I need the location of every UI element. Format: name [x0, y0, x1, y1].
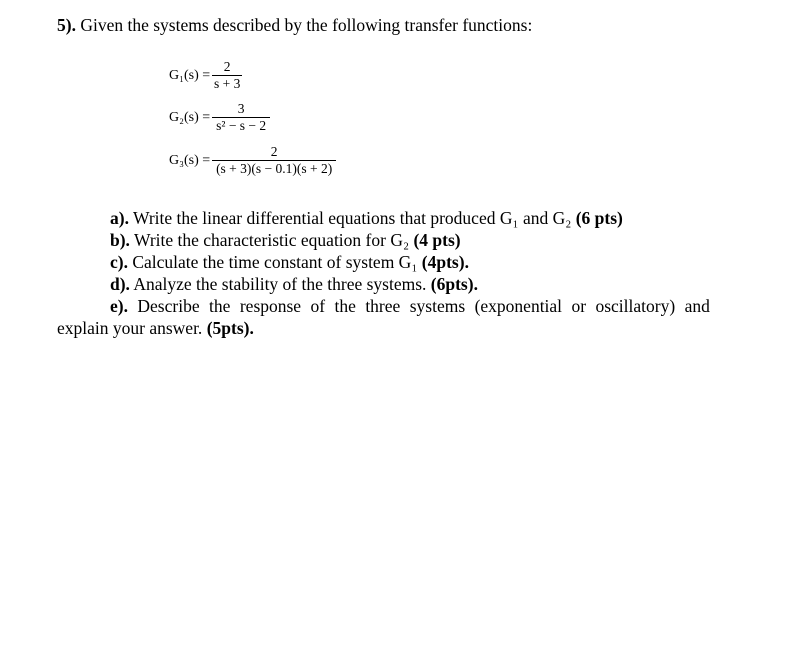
numerator: 3	[237, 101, 245, 116]
question-label: e).	[110, 296, 128, 316]
word: three	[365, 296, 401, 316]
question-e-line-1	[110, 295, 710, 317]
question-points: (5pts).	[206, 318, 254, 338]
question-a	[110, 207, 623, 229]
question-label: d).	[110, 274, 130, 294]
word: the	[334, 296, 356, 316]
numerator: 2	[223, 59, 231, 74]
question-label: a).	[110, 208, 129, 228]
equation-g1	[169, 59, 242, 92]
denominator: s + 3	[213, 76, 241, 91]
equation-lhs: G₁(s) =	[169, 67, 211, 83]
word: (exponential	[474, 296, 563, 316]
question-points: (4 pts)	[413, 230, 461, 250]
question-label: c).	[110, 252, 128, 272]
word: and	[684, 296, 710, 316]
question-e	[110, 295, 710, 317]
problem-number: 5).	[57, 15, 76, 35]
question-c	[110, 251, 469, 273]
equation-lhs: G₂(s) =	[169, 109, 211, 125]
question-text: explain your answer.	[57, 318, 203, 338]
word: systems	[409, 296, 466, 316]
question-points: (4pts).	[421, 252, 469, 272]
equation-g2	[169, 101, 270, 134]
equation-lhs: G₃(s) =	[169, 152, 211, 168]
problem-header	[57, 14, 532, 36]
question-text: Write the characteristic equation for G₂	[134, 230, 410, 250]
question-points: (6pts).	[430, 274, 478, 294]
fraction	[212, 101, 270, 134]
equation-g3	[169, 144, 336, 177]
word: the	[209, 296, 231, 316]
question-text: Calculate the time constant of system G₁	[132, 252, 418, 272]
problem-intro: Given the systems described by the following transfer functions:	[80, 15, 533, 35]
fraction	[212, 144, 336, 177]
question-text: Write the linear differential equations that produced G₁ and G₂	[133, 208, 572, 228]
word: oscillatory)	[595, 296, 676, 316]
fraction	[212, 59, 242, 92]
question-text: Analyze the stability of the three systems.	[133, 274, 427, 294]
denominator: s² − s − 2	[216, 118, 267, 133]
word: response	[239, 296, 302, 316]
question-label: b).	[110, 230, 130, 250]
denominator: (s + 3)(s − 0.1)(s + 2)	[216, 161, 333, 176]
word: Describe	[137, 296, 200, 316]
question-b	[110, 229, 461, 251]
question-points: (6 pts)	[575, 208, 623, 228]
question-e-line-2	[57, 317, 254, 339]
word: of	[310, 296, 326, 316]
numerator: 2	[270, 144, 278, 159]
question-d	[110, 273, 478, 295]
word: or	[571, 296, 587, 316]
